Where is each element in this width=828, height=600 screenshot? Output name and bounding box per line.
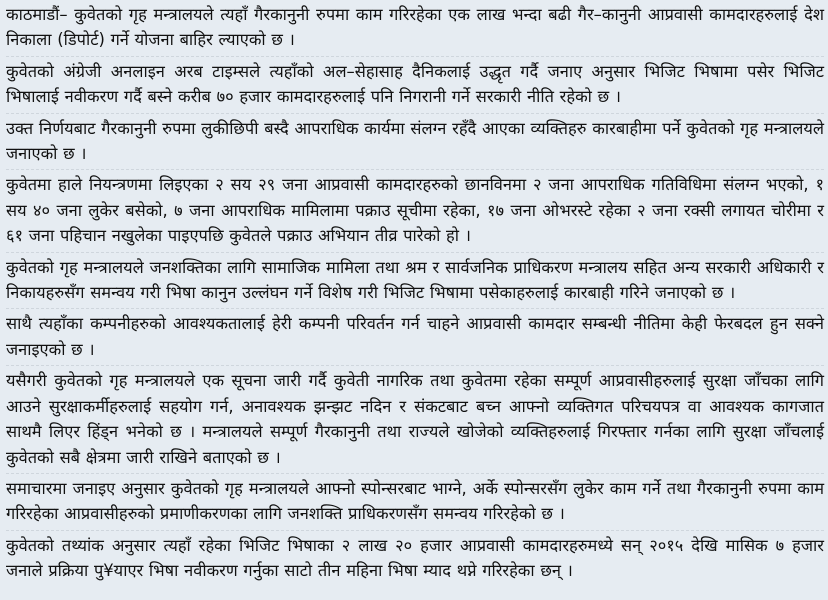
paragraph-ministry-coordination: कुवेतको गृह मन्त्रालयले जनशक्तिका लागि सामाजिक मामिला तथा श्रम र सार्वजनिक प्राधिकरण मन्त्रालय सहित अन्य सरकारी अधिकारी र निकायहरुसँग समन्वय गरी भिषा कानुन उल्लंघन गर्ने विशेष गरी भिजिट भिषामा पसेकाहरुलाई कारबाही गरिने जनाएको छ । [6,253,824,310]
paragraph-intro: काठमाडौं– कुवेतको गृह मन्त्रालयले त्यहाँ गैरकानुनी रुपमा काम गरिरहेका एक लाख भन्दा बढी गैर–कानुनी आप्रवासी कामदारहरुलाई देश निकाला (डिपोर्ट) गर्ने योजना बाहिर ल्याएको छ । [6,0,824,57]
paragraph-decision-impact: उक्त निर्णयबाट गैरकानुनी रुपमा लुकीछिपी बस्दै आपराधिक कार्यमा संलग्न रहँदै आएका व्यक्तिहरु कारबाहीमा पर्ने कुवेतको गृह मन्त्रालयले जनाएको छ । [6,114,824,171]
paragraph-security-notice: यसैगरी कुवेतको गृह मन्त्रालयले एक सूचना जारी गर्दै कुवेती नागरिक तथा कुवेतमा रहेका सम्पूर्ण आप्रवासीहरुलाई सुरक्षा जाँचका लागि आउने सुरक्षाकर्मीहरुलाई सहयोग गर्न, अनावश्यक झन्झट नदिन र संकटबाट बच्न आफ्नो व्यक्तिगत परिचयपत्र वा आवश्यक कागजात साथमै लिएर हिंड्न भनेको छ । मन्त्रालयले सम्पूर्ण गैरकानुनी तथा राज्यले खोजेको व्यक्तिहरुलाई गिरफ्तार गर्नका लागि सुरक्षा जाँचलाई कुवेतको सबै क्षेत्रमा जारी राखिने बताएको छ । [6,366,824,474]
paragraph-detention-statistics: कुवेतमा हाले नियन्त्रणमा लिइएका २ सय २९ जना आप्रवासी कामदारहरुको छानविनमा २ जना आपराधिक गतिविधिमा संलग्न भएको, १ सय ४० जना लुकेर बसेको, ७ जना आपराधिक मामिलामा पक्राउ सूचीमा रहेका, १७ जना ओभरस्टे रहेका २ जना रक्सी लगायत चोरीमा र ६१ जना पहिचान नखुलेका पाइएपछि कुवेतले पक्राउ अभियान तीव्र पारेको हो । [6,170,824,252]
paragraph-arab-times-report: कुवेतको अंग्रेजी अनलाइन अरब टाइम्सले त्यहाँको अल–सेहासाह दैनिकलाई उद्धृत गर्दै जनाए अनुसार भिजिट भिषामा पसेर भिजिट भिषालाई नवीकरण गर्दै बस्ने करीब ७० हजार कामदारहरुलाई पनि निगरानी गर्ने सरकारी नीति रहेको छ । [6,57,824,114]
paragraph-sponsor-verification: समाचारमा जनाइए अनुसार कुवेतको गृह मन्त्रालयले आफ्नो स्पोन्सरबाट भाग्ने, अर्के स्पोन्सरसँग लुकेर काम गर्ने तथा गैरकानुनी रुपमा काम गरिरहेका आप्रवासीहरुको प्रमाणीकरणका लागि जनशक्ति प्राधिकरणसँग समन्वय गरिरहेको छ । [6,474,824,531]
paragraph-visa-statistics: कुवेतको तथ्यांक अनुसार त्यहाँ रहेका भिजिट भिषाका २ लाख २० हजार आप्रवासी कामदारहरुमध्ये सन् २०१५ देखि मासिक ७ हजार जनाले प्रक्रिया पु¥याएर भिषा नवीकरण गर्नुका साटो तीन महिना भिषा म्याद थप्ने गरिरहेका छन् । [6,535,824,581]
paragraph-company-policy: साथै त्यहाँका कम्पनीहरुको आवश्यकतालाई हेरी कम्पनी परिवर्तन गर्न चाहने आप्रवासी कामदार सम्बन्धी नीतिमा केही फेरबदल हुन सक्ने जनाइएको छ । [6,309,824,366]
